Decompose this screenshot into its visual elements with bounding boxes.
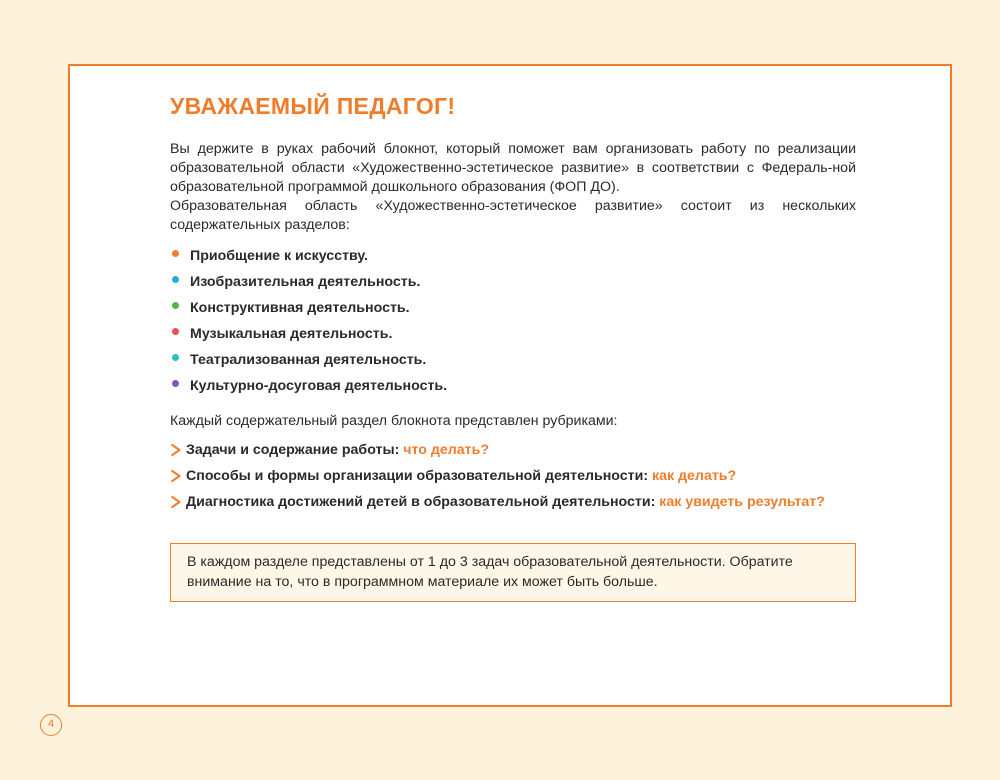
list-item: [170, 321, 856, 347]
section-label: Театрализованная деятельность.: [190, 352, 427, 368]
section-label: Конструктивная деятельность.: [190, 300, 410, 316]
rubric-label: Способы и формы организации образовательной деятельности:: [186, 468, 652, 484]
content-frame: [68, 64, 952, 707]
bullet-dot-icon: [172, 328, 179, 335]
page-number: 4: [40, 714, 62, 736]
rubric-label: Задачи и содержание работы:: [186, 442, 404, 458]
bullet-dot-icon: [172, 354, 179, 361]
page-title: УВАЖАЕМЫЙ ПЕДАГОГ!: [170, 93, 456, 119]
intro-paragraph-1: Вы держите в руках рабочий блокнот, который поможет вам организовать работу по реализации образовательной области «Художественно-эстетическое развитие» в соответствии с Федераль-ной образовательной программой дошкольного образования (ФОП ДО).: [170, 141, 856, 195]
arrow-right-icon: [170, 495, 181, 509]
list-item: [170, 373, 856, 399]
note-box: В каждом разделе представлены от 1 до 3 задач образовательной деятельности. Обратите внимание на то, что в программном материале их может быть больше.: [170, 543, 856, 602]
rubric-item: [170, 463, 856, 489]
section-label: Приобщение к искусству.: [190, 248, 368, 264]
rubric-question: что делать?: [403, 442, 489, 458]
main-content: [170, 92, 856, 602]
bullet-dot-icon: [172, 302, 179, 309]
sections-list: [170, 243, 856, 399]
bullet-dot-icon: [172, 276, 179, 283]
rubrics-list: [170, 437, 856, 515]
section-label: Культурно-досуговая деятельность.: [190, 378, 448, 394]
list-item: [170, 243, 856, 269]
list-item: [170, 269, 856, 295]
bullet-dot-icon: [172, 380, 179, 387]
bullet-dot-icon: [172, 250, 179, 257]
rubric-intro: Каждый содержательный раздел блокнота представлен рубриками:: [170, 413, 618, 429]
intro-paragraph-2: Образовательная область «Художественно-эстетическое развитие» состоит из нескольких содержательных разделов:: [170, 198, 856, 233]
rubric-question: как делать?: [652, 468, 737, 484]
arrow-right-icon: [170, 443, 181, 457]
list-item: [170, 347, 856, 373]
list-item: [170, 295, 856, 321]
rubric-item: [170, 437, 856, 463]
section-label: Изобразительная деятельность.: [190, 274, 421, 290]
section-label: Музыкальная деятельность.: [190, 326, 393, 342]
rubric-item: [170, 489, 856, 515]
rubric-label: Диагностика достижений детей в образовательной деятельности:: [186, 494, 660, 510]
intro-text: [170, 140, 856, 235]
arrow-right-icon: [170, 469, 181, 483]
rubric-question: как увидеть результат?: [659, 494, 825, 510]
